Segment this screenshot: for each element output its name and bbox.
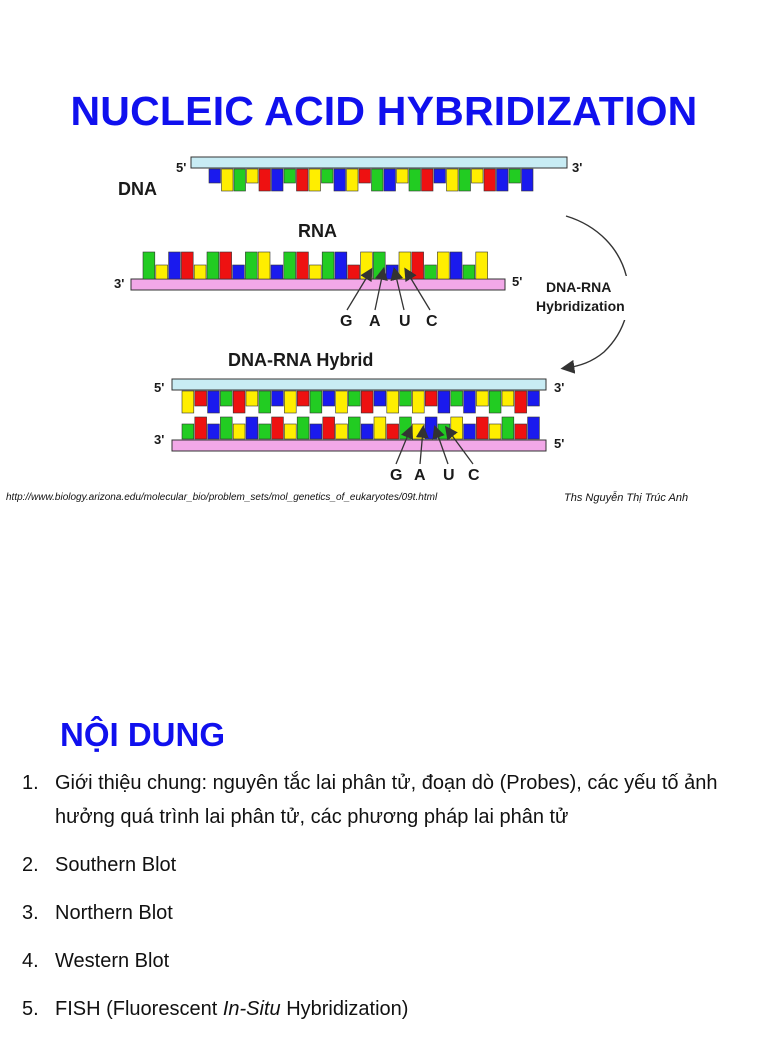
- nucleotide-block: [259, 169, 271, 191]
- nucleotide-block: [195, 391, 207, 406]
- contents-list: [22, 766, 752, 1040]
- nucleotide-block: [522, 169, 534, 191]
- contents-item-2: [22, 848, 752, 882]
- author-credit: Ths Nguyễn Thị Trúc Anh: [564, 492, 689, 504]
- nucleotide-block: [464, 391, 476, 413]
- nucleotide-block: [259, 391, 271, 413]
- nucleotide-block: [169, 252, 181, 279]
- nucleotide-block: [258, 252, 270, 279]
- list-item-text-after: Hybridization): [280, 998, 409, 1020]
- process-label-line1: DNA-RNA: [546, 279, 612, 295]
- hybrid-dna-backbone: [172, 379, 546, 390]
- nucleotide-block: [397, 169, 409, 183]
- nucleotide-block: [409, 169, 421, 191]
- nucleotide-block: [484, 169, 496, 191]
- list-item-text: Southern Blot: [55, 854, 177, 876]
- hybridization-diagram: [0, 140, 768, 485]
- nucleotide-block: [425, 391, 437, 406]
- nucleotide-block: [323, 391, 335, 406]
- list-number: 3.: [22, 902, 39, 924]
- nucleotide-block: [372, 169, 384, 191]
- nucleotide-block: [438, 424, 450, 439]
- list-item-text-before: FISH (Fluorescent: [55, 998, 223, 1020]
- list-number: 4.: [22, 950, 39, 972]
- nucleotide-block: [233, 265, 245, 279]
- nucleotide-block: [515, 391, 527, 413]
- list-item-text: Northern Blot: [55, 902, 173, 924]
- list-number: 5.: [22, 998, 39, 1020]
- rna-3-end-label: 3': [114, 276, 125, 291]
- list-number: 1.: [22, 772, 39, 794]
- nucleotide-block: [425, 265, 437, 279]
- contents-item-4: [22, 944, 752, 978]
- nucleotide-block: [434, 169, 446, 183]
- nucleotide-block: [309, 265, 321, 279]
- nucleotide-block: [497, 169, 509, 191]
- nucleotide-block: [323, 417, 335, 439]
- nucleotide-block: [450, 252, 462, 279]
- list-number: 2.: [22, 854, 39, 876]
- nucleotide-block: [359, 169, 371, 183]
- nucleotide-block: [233, 391, 245, 413]
- nucleotide-block: [489, 391, 501, 413]
- rna-5-end-label: 5': [512, 274, 523, 289]
- nucleotide-block: [348, 417, 360, 439]
- hybrid-base-letter-g: G: [390, 467, 403, 484]
- base-letter-c: C: [426, 313, 438, 330]
- nucleotide-block: [310, 424, 322, 439]
- nucleotide-block: [297, 417, 309, 439]
- rna-backbone: [131, 279, 505, 290]
- list-item-text: [55, 992, 752, 1026]
- contents-item-3: [22, 896, 752, 930]
- nucleotide-block: [361, 391, 373, 413]
- nucleotide-block: [194, 265, 206, 279]
- hybrid-dna-3-end-label: 3': [554, 380, 565, 395]
- nucleotide-block: [182, 391, 194, 413]
- nucleotide-block: [387, 424, 399, 439]
- nucleotide-block: [246, 417, 258, 439]
- rna-base-letters: [340, 313, 438, 330]
- nucleotide-block: [463, 265, 475, 279]
- nucleotide-block: [335, 252, 347, 279]
- nucleotide-block: [502, 417, 514, 439]
- nucleotide-block: [361, 252, 373, 279]
- nucleotide-block: [412, 252, 424, 279]
- nucleotide-block: [334, 169, 346, 191]
- dna-label: DNA: [118, 179, 157, 199]
- base-letter-g: G: [340, 313, 353, 330]
- hybrid-base-letter-c: C: [468, 467, 480, 484]
- nucleotide-block: [195, 417, 207, 439]
- source-url: http://www.biology.arizona.edu/molecular_bio/problem_sets/mol_genetics_of_eukaryotes/09t.html: [6, 492, 438, 503]
- nucleotide-block: [374, 417, 386, 439]
- list-item-text: Western Blot: [55, 950, 170, 972]
- nucleotide-block: [181, 252, 193, 279]
- nucleotide-block: [373, 252, 385, 279]
- nucleotide-block: [464, 424, 476, 439]
- base-letter-a: A: [369, 313, 381, 330]
- nucleotide-block: [208, 391, 220, 413]
- nucleotide-block: [336, 424, 348, 439]
- nucleotide-block: [361, 424, 373, 439]
- dna-backbone: [191, 157, 567, 168]
- nucleotide-block: [400, 391, 412, 406]
- nucleotide-block: [284, 424, 296, 439]
- rna-bases: [143, 252, 488, 279]
- dna-5-end-label: 5': [176, 160, 187, 175]
- nucleotide-block: [374, 391, 386, 406]
- nucleotide-block: [438, 391, 450, 413]
- hybrid-base-letter-a: A: [414, 467, 426, 484]
- hybrid-bases: [182, 391, 539, 439]
- nucleotide-block: [476, 391, 488, 406]
- nucleotide-block: [476, 417, 488, 439]
- nucleotide-block: [272, 417, 284, 439]
- nucleotide-block: [348, 391, 360, 406]
- nucleotide-block: [489, 424, 501, 439]
- nucleotide-block: [387, 391, 399, 413]
- contents-item-5: [22, 992, 752, 1026]
- nucleotide-block: [528, 417, 540, 439]
- nucleotide-block: [476, 252, 488, 279]
- nucleotide-block: [528, 391, 540, 406]
- nucleotide-block: [297, 252, 309, 279]
- hybrid-base-letter-u: U: [443, 467, 455, 484]
- base-letter-u: U: [399, 313, 411, 330]
- nucleotide-block: [472, 169, 484, 183]
- nucleotide-block: [284, 169, 296, 183]
- nucleotide-block: [143, 252, 155, 279]
- nucleotide-block: [297, 391, 309, 406]
- nucleotide-block: [207, 252, 219, 279]
- nucleotide-block: [209, 169, 221, 183]
- nucleotide-block: [422, 169, 434, 191]
- nucleotide-block: [509, 169, 521, 183]
- nucleotide-block: [222, 169, 234, 191]
- nucleotide-block: [245, 252, 257, 279]
- nucleotide-block: [425, 417, 437, 439]
- dna-3-end-label: 3': [572, 160, 583, 175]
- list-item-text-italic: In-Situ: [222, 998, 281, 1020]
- nucleotide-block: [502, 391, 514, 406]
- hybrid-label: DNA-RNA Hybrid: [228, 350, 374, 370]
- nucleotide-block: [259, 424, 271, 439]
- nucleotide-block: [322, 169, 334, 183]
- nucleotide-block: [284, 391, 296, 413]
- nucleotide-block: [451, 391, 463, 406]
- list-item-text: Giới thiệu chung: nguyên tắc lai phân tử, đoạn dò (Probes), các yếu tố ảnh hưởng quá trình lai phân tử, các phương pháp lai phân tử: [55, 772, 718, 828]
- nucleotide-block: [297, 169, 309, 191]
- nucleotide-block: [284, 252, 296, 279]
- nucleotide-block: [220, 391, 232, 406]
- nucleotide-block: [246, 391, 258, 406]
- nucleotide-block: [348, 265, 360, 279]
- nucleotide-block: [459, 169, 471, 191]
- rna-label: RNA: [298, 221, 337, 241]
- process-label-line2: Hybridization: [536, 298, 625, 314]
- nucleotide-block: [272, 169, 284, 191]
- nucleotide-block: [384, 169, 396, 191]
- nucleotide-block: [220, 417, 232, 439]
- nucleotide-block: [515, 424, 527, 439]
- nucleotide-block: [310, 391, 322, 413]
- nucleotide-block: [400, 417, 412, 439]
- dna-bases: [209, 169, 533, 191]
- nucleotide-block: [272, 391, 284, 406]
- contents-item-1: [22, 766, 752, 834]
- nucleotide-block: [182, 424, 194, 439]
- nucleotide-block: [322, 252, 334, 279]
- nucleotide-block: [233, 424, 245, 439]
- nucleotide-block: [437, 252, 449, 279]
- hybrid-base-letters: [390, 467, 480, 484]
- hybrid-dna-5-end-label: 5': [154, 380, 165, 395]
- hybrid-rna-5-end-label: 5': [554, 436, 565, 451]
- hybrid-rna-backbone: [172, 440, 546, 451]
- nucleotide-block: [347, 169, 359, 191]
- nucleotide-block: [247, 169, 259, 183]
- nucleotide-block: [234, 169, 246, 191]
- nucleotide-block: [208, 424, 220, 439]
- contents-heading: NỘI DUNG: [60, 716, 225, 753]
- nucleotide-block: [220, 252, 232, 279]
- nucleotide-block: [309, 169, 321, 191]
- nucleotide-block: [412, 391, 424, 413]
- nucleotide-block: [271, 265, 283, 279]
- slide-title: NUCLEIC ACID HYBRIDIZATION: [70, 88, 698, 134]
- hybrid-rna-3-end-label: 3': [154, 432, 165, 447]
- nucleotide-block: [156, 265, 168, 279]
- nucleotide-block: [447, 169, 459, 191]
- nucleotide-block: [336, 391, 348, 413]
